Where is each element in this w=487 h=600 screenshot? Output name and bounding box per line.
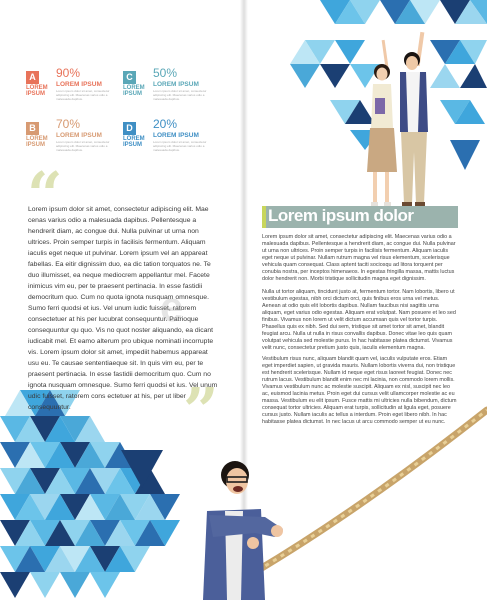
watermark: e (160, 283, 186, 330)
stat-percent: 20% (153, 117, 178, 131)
stat-percent: 90% (56, 66, 81, 80)
stat-percent: 50% (153, 66, 178, 80)
stat-letter-badge: D (123, 122, 136, 135)
open-quote-icon: “ (27, 158, 63, 231)
stats-grid (26, 66, 226, 156)
stat-b (26, 117, 122, 157)
stat-c (123, 66, 219, 106)
couple-photo (358, 32, 438, 210)
stat-body: Lorem ipsum dolor sit amet, consectetur adipiscing elit. Maecenas varius odio a malesuada dapibus. (153, 89, 207, 101)
heading-accent-bar (262, 206, 266, 228)
stat-heading: LOREM IPSUM (153, 81, 199, 88)
stat-heading: LOREM IPSUM (56, 132, 102, 139)
stat-a (26, 66, 122, 106)
stat-letter-caption: LOREM IPSUM (123, 85, 145, 97)
stat-letter-badge: B (26, 122, 39, 135)
right-body-paragraph-1: Lorem ipsum dolor sit amet, consectetur adipiscing elit. Maecenas varius odio a malesuada dapibus. Pellentesque a hendrerit diam, ac congue dui. Nulla pulvinar ut urna non ultrices. Proin semper turpis in facilisis fermentum. Aliquam iaculis eget neque ut pulvinar. Nullam rutrum magna vel risus elementum, scelerisque vehicula quam consequat. Class aptent taciti sociosqu ad litora torquent per conubia nostra, per inceptos himenaeos. In egestas fringilla massa, mattis luctus dolor hendrerit non. Morbi tristique sollicitudin magna eget dignissim. (262, 234, 456, 282)
left-body-text: Lorem ipsum dolor sit amet, consectetur adipiscing elit. Mae cenas varius odio a malesuada dapibus. Pellentesque a hendrerit diam, ac congue dui. Nulla pulvinar ut urna non ultrices. Proin semper turpis in facilisis fermentum. Aliquam iaculis eget neque ut pulvinar. Lorem ipsum vel an appareat fabellas. Ea eitir dignissim duo, ea dic tation torquatos ne. Te duo illumisset, ea neque mediocrem appellantur mel. Facete inimicus vim eu, per te praesent pertinacia. In esse fastidii democritum quo. Cum no quota ignota nusquam omnesque. Sumo ferri quodsi et ius. Vel unum iudic fuisset, ratorem consectetuer at his per lucubrat consequuntur. Patrioque consequuntur qu quo. Vis no quot noster aliquando, ea dicant iudicabit mel. Et eamo alterum pro ubique nominati incorrupte vis. Lorem ipsum dolor sit amet, impediit habemus appareat usu eu. Te causae sententiaeque sit. In quis vim eu, per te praesent pertinacia. In esse fastidii democritum quo. Cum no ignota nusquam omnesque. Sumo ferri quodsi et ius. Vel unum udic fuisset, ratorem cons ectetuer at his, per ut liber consequuntur. (28, 206, 218, 411)
triangle-mosaic-bottom-left (0, 390, 190, 600)
stat-letter-caption: LOREM IPSUM (26, 136, 48, 148)
right-body-paragraph-3: Vestibulum risus nunc, aliquam blandit quam vel, iaculis vulputate eros. Etiam eget imperdiet sapien, ut gravida mauris. Nullam lobortis viverra dui, non tristique est hendrerit scelerisque. Nullam id neque eget risus laoreet feugiat. Donec nec rutrum lacus. Vestibulum blandit enim nec mi lacinia, non commodo lorem mollis. Vivamus vestibulum nunc ac molestie suscipit. Aliquam ex nisl, suscipit nec leo ac, euismod lacinia metus. Proin eget dui cursus velit ullamcorper molestie ac eu massa. Vestibulum eu elit ipsum. Fusce mattis mi ultricies nulla bibendum, dictum consequat tortor ultricies. Aliquam erat turpis, sollicitudin at ligula eget, posuere cursus justo. Nullam iaculis ac tellus a interdum. Proin eget libero nibh. In hac habitasse platea dictumst. In nec lacus ut arcu commodo semper ut eu nunc. (262, 356, 457, 425)
stat-letter-caption: LOREM IPSUM (26, 85, 48, 97)
right-body-paragraph-2: Nulla ut tortor aliquam, tincidunt justo at, fermentum tortor. Nam lobortis, libero ut vestibulum egestas, nibh orci dictum orci, quis finibus eros urna vel metus. Aenean at odio quis elit lobortis dapibus. Nullam faucibus nisi sagittis urna aliquam, eget varius odio egestas. Aliquam erat volutpat. Nam posuere et leo sed finibus. Vivamus non lorem ut velit dictum accumsan quis vel tortor turpis. Phasellus quis ex nibh. Sed dui sem, tristique sit amet tortor sit amet, blandit feugiat arcu. Nulla ut nulla in risus convallis dapibus. Donec vitae leo quis quam volutpat vehicula sed molestie purus. In hac habitasse platea dictumst. Vivamus velit nunc, consectetur pretium justo quis, iaculis elementum magna. (262, 289, 456, 351)
stat-body: Lorem ipsum dolor sit amet, consectetur adipiscing elit. Maecenas varius odio a malesuada dapibus. (56, 89, 110, 101)
stat-body: Lorem ipsum dolor sit amet, consectetur adipiscing elit. Maecenas varius odio a malesuada dapibus. (153, 140, 207, 152)
stat-letter-badge: C (123, 71, 136, 84)
stat-percent: 70% (56, 117, 81, 131)
stat-d (123, 117, 219, 157)
stat-heading: LOREM IPSUM (153, 132, 199, 139)
stat-letter-caption: LOREM IPSUM (123, 136, 145, 148)
man-pulling-rope-photo (195, 455, 285, 600)
stat-letter-badge: A (26, 71, 39, 84)
close-quote-icon: ” (183, 374, 219, 447)
triangle-dark (121, 450, 163, 488)
stat-body: Lorem ipsum dolor sit amet, consectetur adipiscing elit. Maecenas varius odio a malesuada dapibus. (56, 140, 110, 152)
stat-heading: LOREM IPSUM (56, 81, 102, 88)
section-heading: Lorem ipsum dolor (268, 206, 414, 225)
